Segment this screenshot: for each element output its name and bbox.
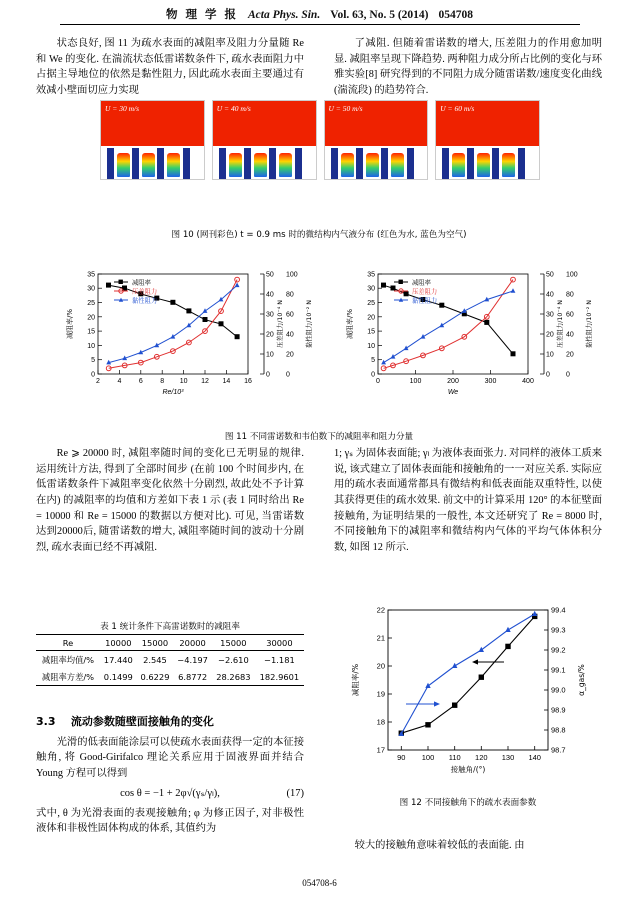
svg-text:15: 15 xyxy=(87,328,95,336)
svg-text:10: 10 xyxy=(87,342,95,350)
gas-blob xyxy=(254,153,267,177)
pillar xyxy=(356,148,363,179)
paragraph-left-2: Re ⩾ 20000 时, 减阻率随时间的变化已无明显的规律. 运用统计方法, 得到了全部时间步 (在前 100 个时间步内, 在低雷诺数条件下减阻率变化依然十分剧烈, 故此处不予计算在内) 的减阻率的均值和方差如下表 1 示 (表 1 同时给出 Re = 10000 和 Re = 15000 的数据以方便对比). 可见, 当雷诺数达到20000后, 随雷诺数的增大, 减阻率随时间的波动十分剧烈, 疏水表面已经不再减阻. xyxy=(36,448,304,553)
gas-blob xyxy=(167,153,180,177)
svg-text:0: 0 xyxy=(286,371,290,379)
pillar xyxy=(295,148,302,179)
table-row-header xyxy=(36,635,304,651)
figure-11 xyxy=(42,262,598,422)
svg-text:25: 25 xyxy=(87,300,95,307)
svg-text:减阻率: 减阻率 xyxy=(132,279,151,287)
left-column-middle xyxy=(36,446,304,557)
svg-text:8: 8 xyxy=(160,378,165,385)
paragraph-left-3: 光滑的低表面能涂层可以使疏水表面获得一定的本征接触角, 将 Good-Girifalco 理论关系应用于固液界面并结合 Young 方程可以得到 xyxy=(36,736,304,779)
table-header-cell: 15000 xyxy=(212,635,255,651)
svg-text:400: 400 xyxy=(522,378,534,385)
gas-blob xyxy=(142,153,155,177)
table-cell: 28.2683 xyxy=(212,668,255,686)
journal-title-en: Acta Phys. Sin. xyxy=(248,9,321,21)
pillar xyxy=(157,148,164,179)
pillar xyxy=(183,148,190,179)
svg-text:30: 30 xyxy=(546,311,554,319)
svg-text:20: 20 xyxy=(376,661,385,671)
svg-text:120: 120 xyxy=(475,753,488,762)
pillar xyxy=(381,148,388,179)
svg-text:压差阻力: 压差阻力 xyxy=(132,288,158,296)
section-heading xyxy=(36,714,304,731)
table-cell: −1.181 xyxy=(264,654,295,665)
left-column-bottom xyxy=(36,704,304,839)
svg-text:90: 90 xyxy=(397,753,406,762)
gas-blob xyxy=(229,153,242,177)
svg-text:300: 300 xyxy=(484,378,497,385)
svg-text:减阻率/%: 减阻率/% xyxy=(351,663,360,697)
table-header-cell: Re xyxy=(36,635,100,651)
svg-text:130: 130 xyxy=(501,753,515,762)
svg-text:5: 5 xyxy=(91,357,95,365)
svg-text:100: 100 xyxy=(421,753,435,762)
gas-blob xyxy=(366,153,379,177)
svg-text:压差阻力/10⁻⁴ N: 压差阻力/10⁻⁴ N xyxy=(277,300,284,348)
table-cell: 0.1499 xyxy=(100,668,137,686)
svg-text:98.9: 98.9 xyxy=(551,705,566,715)
svg-text:12: 12 xyxy=(201,378,209,385)
pillar xyxy=(132,148,139,179)
page-footer: 054708-6 xyxy=(302,878,337,888)
svg-text:35: 35 xyxy=(87,271,95,279)
figure-12-chart xyxy=(344,600,600,790)
gas-blob xyxy=(452,153,465,177)
section-number: 3.3 xyxy=(36,715,56,728)
figure-10-panel-1 xyxy=(100,100,205,180)
paragraph-left-1: 状态良好, 图 11 为疏水表面的减阻率及阻力分量随 Re 和 We 的变化. 在湍流状态低雷诺数条件下, 疏水表面阻力中占据主导地位的依然是黏性阻力, 因此疏水表面主要通过有效减小壁面切应力实现 xyxy=(36,38,304,96)
svg-text:30: 30 xyxy=(367,285,375,293)
figure-11-left-chart xyxy=(58,262,320,412)
svg-text:20: 20 xyxy=(367,314,375,322)
svg-text:80: 80 xyxy=(566,291,574,299)
svg-text:减阻率: 减阻率 xyxy=(412,279,431,287)
svg-text:14: 14 xyxy=(222,378,231,385)
svg-text:0: 0 xyxy=(376,378,380,385)
svg-text:压差阻力: 压差阻力 xyxy=(412,288,438,296)
svg-text:6: 6 xyxy=(138,378,143,385)
svg-text:100: 100 xyxy=(409,378,422,385)
svg-text:100: 100 xyxy=(286,271,298,279)
svg-text:80: 80 xyxy=(286,291,294,299)
svg-text:40: 40 xyxy=(286,331,294,339)
journal-volume: Vol. 63, No. 5 (2014) xyxy=(330,9,429,21)
table-1-caption: 表 1 统计条件下高雷诺数时的减阻率 xyxy=(100,622,240,632)
gas-blob xyxy=(391,153,404,177)
table-row xyxy=(36,651,304,669)
svg-text:19: 19 xyxy=(376,689,385,699)
svg-text:0: 0 xyxy=(91,371,95,379)
figure-12-caption: 图 12 不同接触角下的疏水表面参数 xyxy=(399,798,537,808)
svg-text:40: 40 xyxy=(266,291,274,299)
svg-text:25: 25 xyxy=(367,300,375,307)
svg-text:20: 20 xyxy=(566,351,574,359)
svg-text:50: 50 xyxy=(266,271,274,279)
svg-text:30: 30 xyxy=(266,311,274,319)
svg-text:15: 15 xyxy=(367,328,375,336)
svg-text:99.3: 99.3 xyxy=(551,625,566,635)
svg-text:140: 140 xyxy=(528,753,541,762)
gas-blob xyxy=(117,153,130,177)
paragraph-right-1: 了减阻. 但随着雷诺数的增大, 压差阻力的作用愈加明显. 减阻率呈现下降趋势. 两种阻力成分所占比例的变化与环雅实验[8] 研究得到的不同阻力成分随雷诺数/速度变化曲线 (湍流段) 的趋势符合. xyxy=(334,38,602,96)
left-column-top xyxy=(36,36,304,101)
right-column-bottom xyxy=(334,838,602,856)
svg-text:99.4: 99.4 xyxy=(551,605,566,615)
page-header xyxy=(0,6,639,22)
svg-text:60: 60 xyxy=(566,311,574,319)
svg-text:Re/10³: Re/10³ xyxy=(162,389,184,396)
svg-text:黏性阻力/10⁻² N: 黏性阻力/10⁻² N xyxy=(306,300,313,348)
svg-text:10: 10 xyxy=(367,342,375,350)
svg-text:98.7: 98.7 xyxy=(551,745,566,755)
table-row-label: 减阻率方差/% xyxy=(36,668,100,686)
paragraph-right-2: 1; γₛ 为固体表面能; γₗ 为液体表面张力. 对同样的液体工质来说, 该式建立了固体表面能和接触角的一一对应关系. 实际应用的疏水表面通常都具有微结构和低表面能双重特性, 以使其获得更佳的疏水效果. 前文中的计算采用 120° 的本征壁面接触角, 为证明结果的一般性, 本文还研究了 Re = 8000 时, 不同接触角下的减阻率和微结构内气体的平均气体体积分数, 如图 12 所示. xyxy=(334,448,602,553)
svg-text:压差阻力/10⁻⁴ N: 压差阻力/10⁻⁴ N xyxy=(557,300,564,348)
svg-text:10: 10 xyxy=(179,378,188,385)
pillar xyxy=(492,148,499,179)
svg-text:20: 20 xyxy=(286,351,294,359)
table-cell: 17.440 xyxy=(103,654,133,665)
figure-10-panel-3-label: U = 50 m/s xyxy=(328,104,363,113)
figure-10-panel-2 xyxy=(212,100,317,180)
pillar xyxy=(407,148,414,179)
equation-number: (17) xyxy=(286,787,304,799)
pillar xyxy=(442,148,449,179)
svg-text:We: We xyxy=(447,389,459,396)
table-cell: 0.6229 xyxy=(137,668,174,686)
svg-text:17: 17 xyxy=(376,745,385,755)
svg-text:黏性阻力: 黏性阻力 xyxy=(412,297,438,305)
pillar xyxy=(219,148,226,179)
table-cell: −4.197 xyxy=(177,654,208,665)
pillar xyxy=(244,148,251,179)
svg-text:60: 60 xyxy=(286,311,294,319)
svg-text:30: 30 xyxy=(87,285,95,293)
svg-text:10: 10 xyxy=(266,351,274,359)
table-cell: −2.610 xyxy=(218,654,249,665)
header-divider xyxy=(60,24,580,25)
pillar xyxy=(107,148,114,179)
svg-text:2: 2 xyxy=(96,378,100,385)
svg-text:4: 4 xyxy=(117,378,122,385)
figure-10-panel-4 xyxy=(435,100,540,180)
svg-text:50: 50 xyxy=(546,271,554,279)
svg-text:减阻率/%: 减阻率/% xyxy=(346,308,354,340)
svg-text:20: 20 xyxy=(266,331,274,339)
svg-text:0: 0 xyxy=(371,371,375,379)
svg-text:21: 21 xyxy=(376,633,385,643)
figure-10-panel-3 xyxy=(324,100,429,180)
table-header-cell: 20000 xyxy=(173,635,212,651)
svg-text:100: 100 xyxy=(566,271,578,279)
svg-text:接触角/(°): 接触角/(°) xyxy=(450,765,486,774)
equation-17 xyxy=(36,786,304,802)
table-header-cell: 10000 xyxy=(100,635,137,651)
figure-10 xyxy=(100,100,540,180)
svg-text:5: 5 xyxy=(371,357,375,365)
svg-text:99.1: 99.1 xyxy=(551,665,566,675)
svg-text:22: 22 xyxy=(376,605,385,615)
section-title: 流动参数随壁面接触角的变化 xyxy=(70,715,214,728)
svg-text:110: 110 xyxy=(448,753,461,762)
svg-text:99.2: 99.2 xyxy=(551,645,566,655)
svg-text:黏性阻力: 黏性阻力 xyxy=(132,297,158,305)
gas-blob xyxy=(477,153,490,177)
svg-text:16: 16 xyxy=(244,378,252,385)
svg-text:减阻率/%: 减阻率/% xyxy=(66,308,74,340)
paragraph-left-4: 式中, θ 为光滑表面的表观接触角; φ 为修正因子, 对非极性液体和非极性固体构成的体系, 其值约为 xyxy=(36,807,304,835)
svg-text:98.8: 98.8 xyxy=(551,725,566,735)
journal-title-cn: 物 理 学 报 xyxy=(165,7,238,21)
svg-text:20: 20 xyxy=(546,331,554,339)
pillar xyxy=(518,148,525,179)
gas-blob xyxy=(502,153,515,177)
svg-text:20: 20 xyxy=(87,314,95,322)
svg-text:200: 200 xyxy=(447,378,459,385)
pillar xyxy=(331,148,338,179)
right-column-top xyxy=(334,36,602,101)
table-cell: 182.9601 xyxy=(255,668,304,686)
table-1 xyxy=(36,634,304,686)
table-header-cell: 30000 xyxy=(255,635,304,651)
table-cell: 2.545 xyxy=(143,654,167,665)
svg-text:0: 0 xyxy=(266,371,270,379)
svg-text:40: 40 xyxy=(546,291,554,299)
table-row xyxy=(36,668,304,686)
svg-text:0: 0 xyxy=(546,371,550,379)
pillar xyxy=(269,148,276,179)
gas-blob xyxy=(341,153,354,177)
svg-text:40: 40 xyxy=(566,331,574,339)
svg-text:18: 18 xyxy=(376,717,385,727)
figure-12 xyxy=(344,600,600,790)
svg-text:99.0: 99.0 xyxy=(551,685,566,695)
svg-text:α_gas/%: α_gas/% xyxy=(577,664,586,696)
figure-10-panel-4-label: U = 60 m/s xyxy=(440,104,475,113)
table-row-label: 减阻率均值/% xyxy=(41,654,95,665)
figure-10-panel-2-label: U = 40 m/s xyxy=(216,104,251,113)
figure-10-caption: 图 10 (网刊彩色) t = 0.9 ms 时的微结构内气液分布 (红色为水, 蓝色为空气) xyxy=(171,230,467,240)
gas-blob xyxy=(279,153,292,177)
equation-body: cos θ = −1 + 2φ√(γₛ/γₗ), xyxy=(120,787,220,799)
svg-text:黏性阻力/10⁻² N: 黏性阻力/10⁻² N xyxy=(586,300,593,348)
paragraph-right-3: 较大的接触角意味着较低的表面能. 由 xyxy=(354,840,525,851)
svg-text:35: 35 xyxy=(367,271,375,279)
figure-11-right-chart xyxy=(338,262,600,412)
figure-10-panel-1-label: U = 30 m/s xyxy=(105,104,140,113)
table-cell: 6.8772 xyxy=(173,668,212,686)
svg-text:10: 10 xyxy=(546,351,554,359)
svg-text:0: 0 xyxy=(566,371,570,379)
table-header-cell: 15000 xyxy=(137,635,174,651)
pillar xyxy=(467,148,474,179)
article-id: 054708 xyxy=(438,9,474,21)
right-column-middle xyxy=(334,446,602,557)
figure-11-caption: 图 11 不同雷诺数和韦伯数下的减阻率和阻力分量 xyxy=(224,432,414,442)
